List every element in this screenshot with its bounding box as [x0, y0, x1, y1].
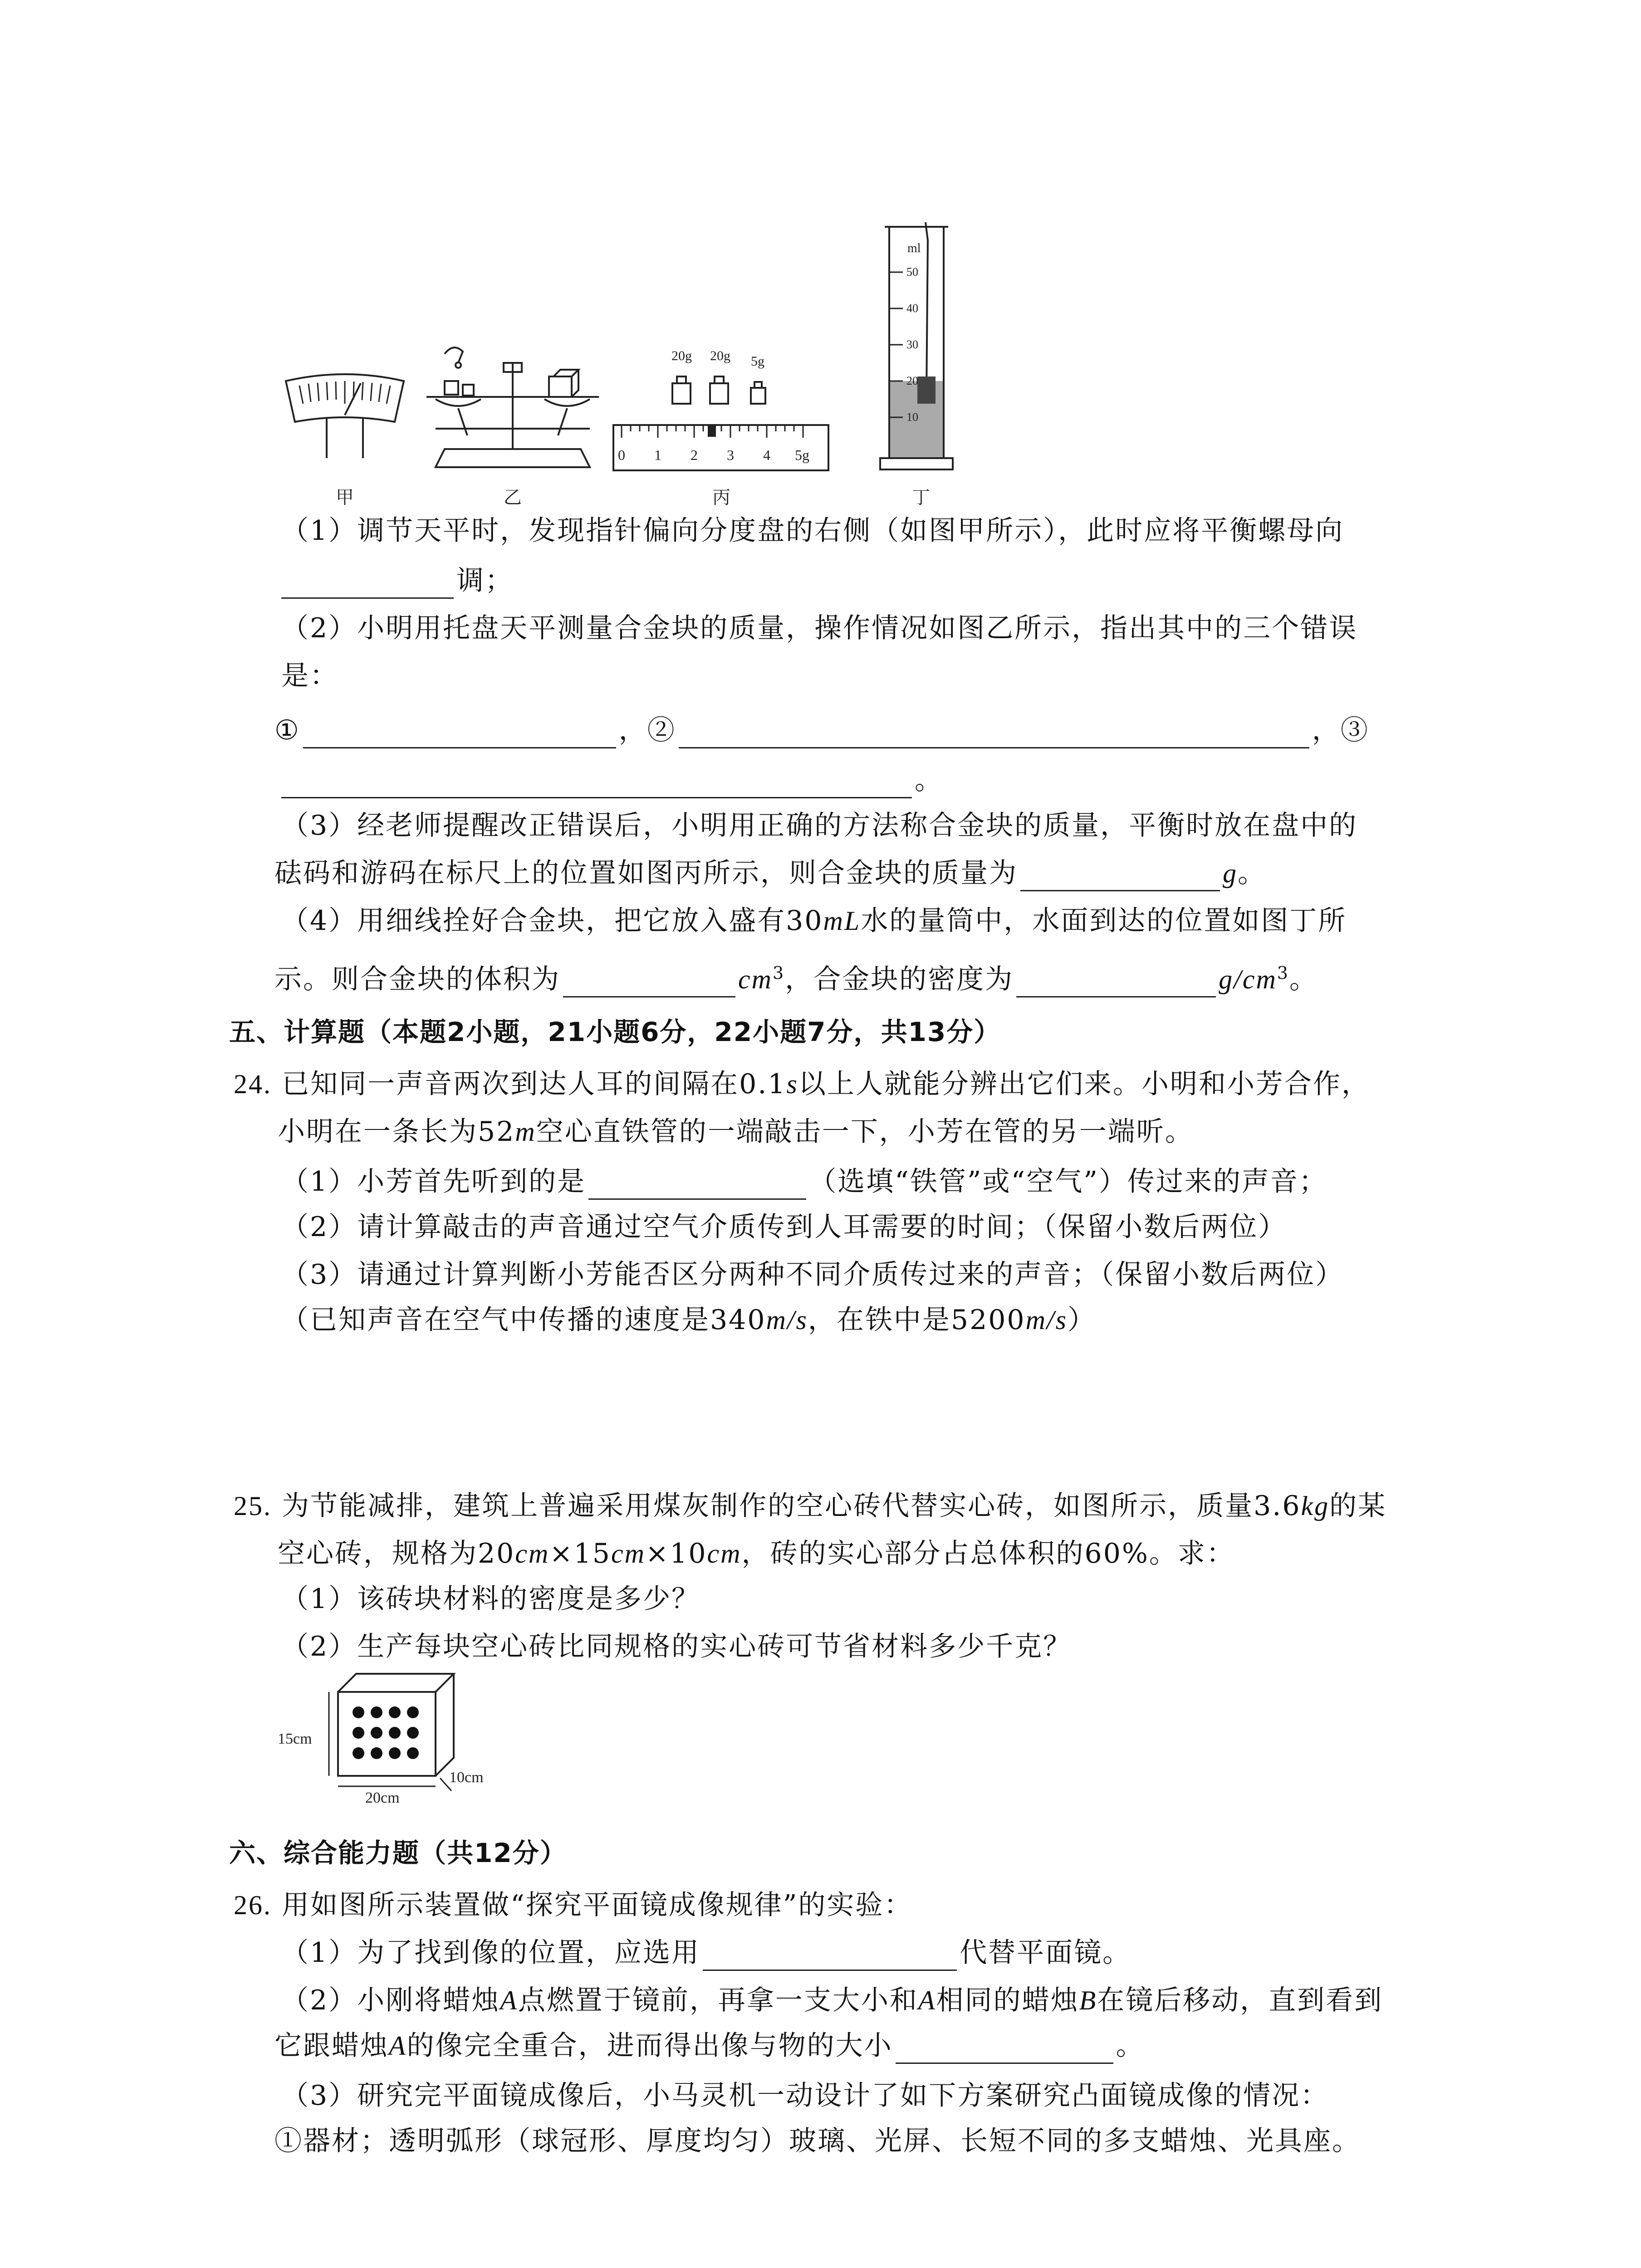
q24-part3: （3）请通过计算判断小芳能否区分两种不同介质传过来的声音；（保留小数后两位） [281, 1259, 1344, 1290]
q23-part4-line2: 示。则合金块的体积为 $cm^3$，合金块的密度为 $g/cm^3$。 [274, 955, 1318, 997]
q25-part2: （2）生产每块空心砖比同规格的实心砖可节省材料多少千克？ [281, 1631, 1072, 1662]
cylinder-tick-40: 40 [906, 302, 918, 315]
ruler-tick-4: 4 [763, 447, 770, 463]
answer-blank-5[interactable] [1020, 862, 1220, 891]
answer-blank-7[interactable] [1016, 968, 1216, 997]
answer-blank-4[interactable] [281, 769, 912, 798]
cylinder-tick-30: 30 [906, 338, 918, 351]
answer-blank-3[interactable] [679, 719, 1309, 748]
figure-label-bing: 丙 [712, 487, 730, 508]
cylinder-tick-20: 20 [906, 374, 918, 387]
q24-part1: （1）小芳首先听到的是 （选填“铁管”或“空气”）传过来的声音； [281, 1163, 1327, 1200]
cylinder-tick-50: 50 [906, 265, 918, 279]
ruler-tick-2: 2 [691, 447, 698, 463]
answer-blank-2[interactable] [303, 719, 616, 748]
cylinder-unit: ml [907, 241, 921, 255]
q23-part2-line2: 是： [281, 660, 338, 692]
q26-part3-materials: ①器材；透明弧形（球冠形、厚度均匀）玻璃、光屏、长短不同的多支蜡烛、光具座。 [274, 2125, 1361, 2157]
figure-yi-balance [417, 345, 608, 481]
weight-label-3: 5g [751, 354, 764, 369]
figure-label-ding: 丁 [912, 487, 930, 508]
ruler-tick-0: 0 [618, 447, 625, 463]
q23-part1-line1: （1）调节天平时，发现指针偏向分度盘的右侧（如图甲所示），此时应将平衡螺母向 [281, 515, 1344, 547]
weight-label-2: 20g [710, 348, 730, 363]
q24-line2: 小明在一条长为52m空心直铁管的一端敲击一下，小芳在管的另一端听。 [278, 1116, 1194, 1148]
answer-blank-8[interactable] [588, 1170, 806, 1200]
q23-errors-line: ① ，② ，③ [274, 712, 1369, 748]
q26-part3: （3）研究完平面镜成像后，小马灵机一动设计了如下方案研究凸面镜成像的情况： [281, 2080, 1329, 2112]
ruler-tick-3: 3 [727, 447, 734, 463]
section-6-title: 六、综合能力题（共12分） [229, 1838, 567, 1868]
q23-part1-line2: 调； [281, 562, 514, 599]
section-5-title: 五、计算题（本题2小题，21小题6分，22小题7分，共13分） [229, 1017, 1001, 1047]
q25-part1: （1）该砖块材料的密度是多少？ [281, 1583, 700, 1615]
brick-height-label: 15cm [278, 1730, 312, 1747]
q26-line1: 26. 用如图所示装置做“探究平面镜成像规律”的实验： [234, 1889, 913, 1921]
q23-errors-line2: 。 [281, 762, 943, 798]
q24-part2: （2）请计算敲击的声音通过空气介质传到人耳需要的时间；（保留小数后两位） [281, 1211, 1287, 1243]
ruler-tick-1: 1 [654, 447, 661, 463]
figure-bing-weights [671, 372, 780, 408]
brick-depth-label: 10cm [449, 1769, 484, 1786]
q26-part2-line1: （2）小刚将蜡烛A点燃置于镜前，再拿一支大小和A相同的蜡烛B在镜后移动，直到看到 [281, 1984, 1383, 2016]
q23-part3-line1: （3）经老师提醒改正错误后，小明用正确的方法称合金块的质量，平衡时放在盘中的 [281, 810, 1358, 841]
hollow-brick-figure [277, 1669, 531, 1801]
q24-line1: 24. 已知同一声音两次到达人耳的间隔在0.1s以上人就能分辨出它们来。小明和小芳合作， [234, 1068, 1370, 1100]
q26-part1: （1）为了找到像的位置，应选用 代替平面镜。 [281, 1935, 1131, 1971]
weight-label-1: 20g [671, 348, 692, 363]
q25-line1: 25. 为节能减排，建筑上普遍采用煤灰制作的空心砖代替实心砖，如图所示，质量3.6kg的某 [234, 1490, 1387, 1522]
cylinder-tick-10: 10 [906, 411, 918, 424]
q23-part4-line1: （4）用细线拴好合金块，把它放入盛有30mL水的量筒中，水面到达的位置如图丁所 [281, 905, 1347, 937]
figure-jia-dial [281, 372, 408, 463]
answer-blank-6[interactable] [563, 968, 735, 997]
answer-blank-10[interactable] [896, 2034, 1113, 2064]
brick-width-label: 20cm [365, 1789, 400, 1806]
q26-part2-line2: 它跟蜡烛A的像完全重合，进而得出像与物的大小 。 [274, 2028, 1145, 2064]
answer-blank-1[interactable] [281, 569, 454, 599]
q23-part2-line1: （2）小明用托盘天平测量合金块的质量，操作情况如图乙所示，指出其中的三个错误 [281, 612, 1358, 644]
ruler-tick-5: 5g [795, 447, 809, 463]
answer-blank-9[interactable] [703, 1941, 957, 1971]
figure-label-jia: 甲 [336, 487, 354, 508]
q24-given: （已知声音在空气中传播的速度是340m/s，在铁中是5200m/s） [281, 1304, 1096, 1336]
q23-part3-line2: 砝码和游码在标尺上的位置如图丙所示，则合金块的质量为 g。 [274, 855, 1266, 891]
figure-label-yi: 乙 [504, 487, 522, 508]
q25-line2: 空心砖，规格为20cm×15cm×10cm，砖的实心部分占总体积的60%。求： [278, 1538, 1235, 1569]
